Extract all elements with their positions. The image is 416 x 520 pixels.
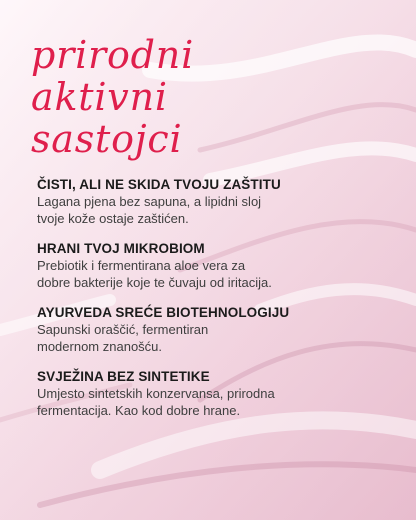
page-title	[31, 34, 194, 160]
feature-section-ayurveda	[37, 304, 367, 355]
features-list	[37, 176, 367, 432]
feature-title: AYURVEDA SREĆE BIOTEHNOLOGIJU	[37, 305, 290, 320]
feature-section-microbiome	[37, 240, 367, 291]
feature-line: modernom znanošću.	[37, 339, 163, 354]
feature-line: fermentacija. Kao kod dobre hrane.	[37, 403, 241, 418]
feature-line: dobre bakterije koje te čuvaju od iritacija.	[37, 275, 272, 290]
feature-line: Umjesto sintetskih konzervansa, prirodna	[37, 386, 275, 401]
feature-description	[37, 257, 367, 291]
feature-line: Prebiotik i fermentirana aloe vera za	[37, 258, 246, 273]
feature-title: SVJEŽINA BEZ SINTETIKE	[37, 369, 210, 384]
feature-line: tvoje kože ostaje zaštićen.	[37, 211, 189, 226]
feature-description	[37, 385, 367, 419]
feature-title: ČISTI, ALI NE SKIDA TVOJU ZAŠTITU	[37, 177, 281, 192]
feature-title: HRANI TVOJ MIKROBIOM	[37, 241, 205, 256]
feature-line: Lagana pjena bez sapuna, a lipidni sloj	[37, 194, 262, 209]
feature-line: Sapunski oraščić, fermentiran	[37, 322, 209, 337]
feature-description	[37, 193, 367, 227]
feature-section-cleanses	[37, 176, 367, 227]
title-line-1: prirodni	[31, 33, 195, 77]
feature-description	[37, 321, 367, 355]
feature-section-freshness	[37, 368, 367, 419]
title-line-2: aktivni	[31, 75, 168, 119]
title-line-3: sastojci	[31, 117, 183, 161]
